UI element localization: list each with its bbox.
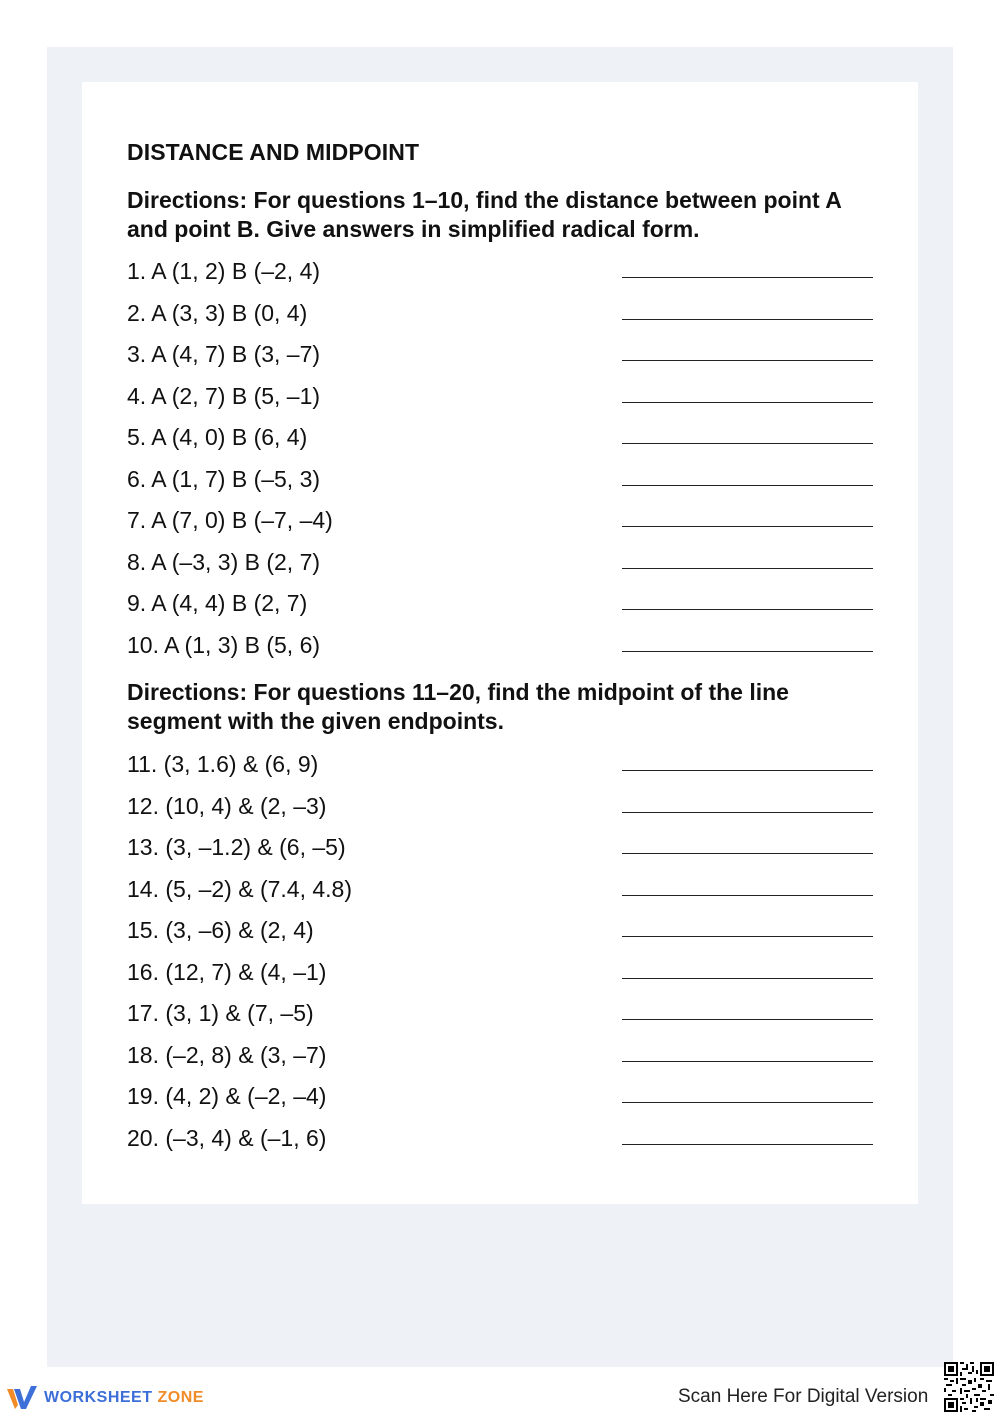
answer-line-1[interactable] [622,277,873,278]
answer-line-18[interactable] [622,1061,873,1062]
logo-w-icon [6,1385,38,1411]
question-4: 4. A (2, 7) B (5, –1) [127,383,321,409]
answer-line-15[interactable] [622,936,873,937]
question-3: 3. A (4, 7) B (3, –7) [127,341,321,367]
question-9: 9. A (4, 4) B (2, 7) [127,590,308,616]
question-14: 14. (5, –2) & (7.4, 4.8) [127,876,353,902]
answer-line-20[interactable] [622,1144,873,1145]
answer-line-16[interactable] [622,978,873,979]
answer-line-3[interactable] [622,360,873,361]
question-8: 8. A (–3, 3) B (2, 7) [127,549,321,575]
scan-caption: Scan Here For Digital Version [678,1386,929,1407]
question-20: 20. (–3, 4) & (–1, 6) [127,1125,327,1151]
answer-line-17[interactable] [622,1019,873,1020]
answer-line-7[interactable] [622,526,873,527]
question-7: 7. A (7, 0) B (–7, –4) [127,507,333,533]
answer-line-11[interactable] [622,770,873,771]
question-13: 13. (3, –1.2) & (6, –5) [127,834,346,860]
answer-line-12[interactable] [622,812,873,813]
answer-line-19[interactable] [622,1102,873,1103]
answer-line-8[interactable] [622,568,873,569]
question-18: 18. (–2, 8) & (3, –7) [127,1042,327,1068]
question-1: 1. A (1, 2) B (–2, 4) [127,258,321,284]
worksheetzone-logo[interactable] [6,1384,204,1412]
question-11: 11. (3, 1.6) & (6, 9) [127,751,319,777]
question-15: 15. (3, –6) & (2, 4) [127,917,314,943]
answer-line-6[interactable] [622,485,873,486]
question-5: 5. A (4, 0) B (6, 4) [127,424,308,450]
question-10: 10. A (1, 3) B (5, 6) [127,632,321,658]
worksheet-title: DISTANCE AND MIDPOINT [127,139,420,165]
logo-text-worksheet: WORKSHEET [44,1389,153,1406]
directions-distance: Directions: For questions 1–10, find the distance between point A and point B. Give answers in simplified radical form. [127,187,841,242]
qr-code-icon[interactable] [944,1362,994,1412]
question-2: 2. A (3, 3) B (0, 4) [127,300,308,326]
answer-line-13[interactable] [622,853,873,854]
answer-line-2[interactable] [622,319,873,320]
question-12: 12. (10, 4) & (2, –3) [127,793,327,819]
directions-midpoint: Directions: For questions 11–20, find the midpoint of the line segment with the given endpoints. [127,679,789,734]
answer-line-4[interactable] [622,402,873,403]
answer-line-9[interactable] [622,609,873,610]
question-16: 16. (12, 7) & (4, –1) [127,959,327,985]
answer-line-5[interactable] [622,443,873,444]
question-19: 19. (4, 2) & (–2, –4) [127,1083,327,1109]
answer-line-10[interactable] [622,651,873,652]
question-6: 6. A (1, 7) B (–5, 3) [127,466,321,492]
answer-line-14[interactable] [622,895,873,896]
logo-text-zone: ZONE [157,1389,204,1406]
logo-text [44,1389,204,1407]
question-17: 17. (3, 1) & (7, –5) [127,1000,314,1026]
